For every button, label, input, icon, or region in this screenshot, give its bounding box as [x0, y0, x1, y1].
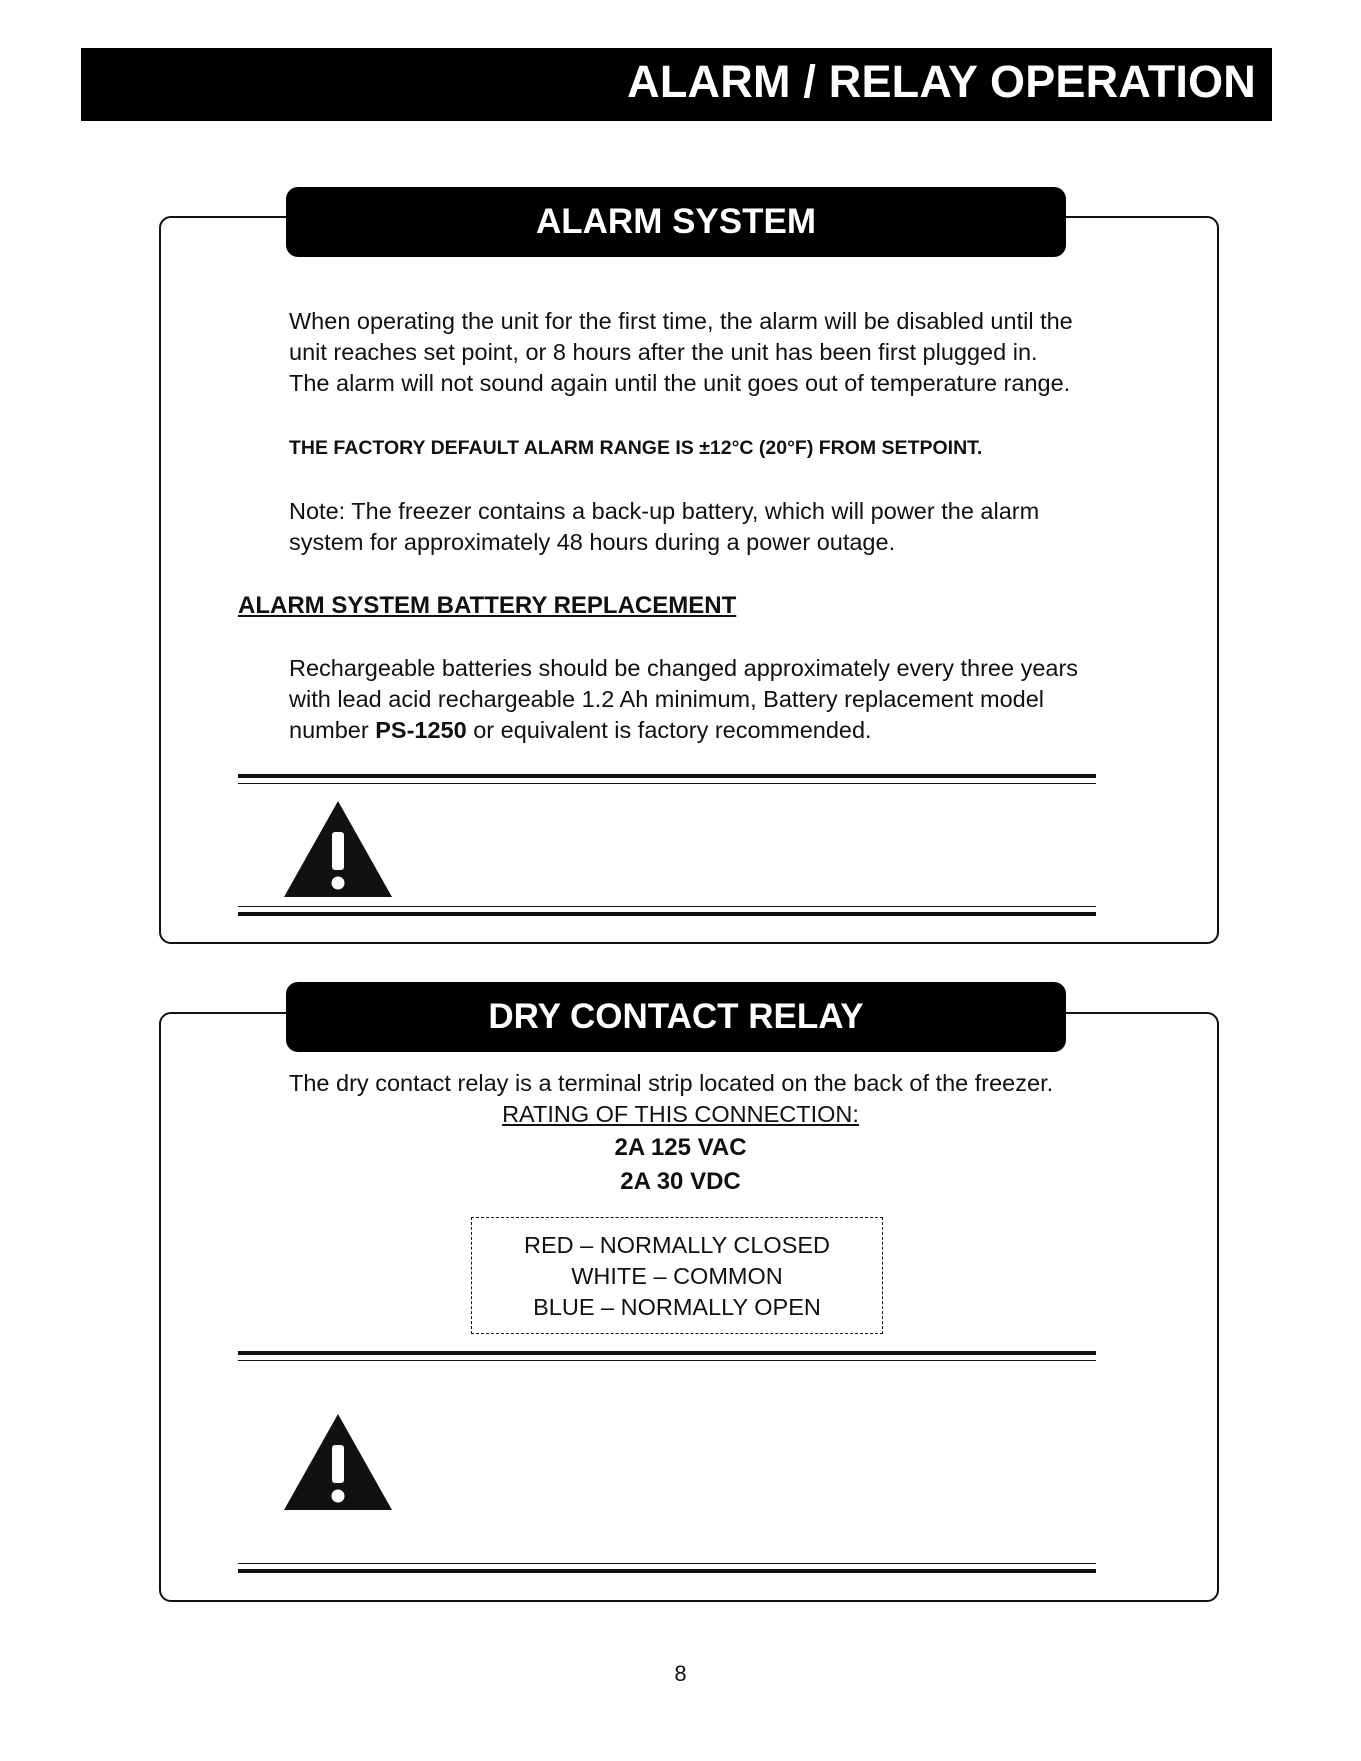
battery-note-line-2: system for approximately 48 hours during a power outage.: [289, 529, 896, 555]
rating-dc: 2A 30 VDC: [620, 1168, 741, 1195]
battery-model-number: PS-1250: [375, 717, 467, 743]
wiring-white: WHITE – COMMON: [571, 1263, 783, 1289]
wiring-red: RED – NORMALLY CLOSED: [523, 1232, 831, 1258]
rating-label: RATING OF THIS CONNECTION:: [502, 1101, 859, 1127]
battery-line-3-suffix: or equivalent is factory recommended.: [466, 717, 872, 743]
battery-replacement-heading: ALARM SYSTEM BATTERY REPLACEMENT: [238, 592, 737, 619]
default-alarm-range-note: THE FACTORY DEFAULT ALARM RANGE IS ±12°C (20°F) FROM SETPOINT.: [289, 437, 983, 459]
relay-intro: The dry contact relay is a terminal strip located on the back of the freezer.: [289, 1070, 1054, 1096]
dry-contact-relay-tab-title: DRY CONTACT RELAY: [286, 982, 1066, 1052]
alarm-system-tab-title: ALARM SYSTEM: [286, 187, 1066, 257]
page-number: 8: [674, 1661, 687, 1686]
rating-ac: 2A 125 VAC: [614, 1134, 747, 1161]
relay-warning-bottom-rule: [238, 1563, 1096, 1573]
battery-line-2: with lead acid rechargeable 1.2 Ah minimum, Battery replacement model: [289, 686, 1044, 712]
alarm-intro-line-2: unit reaches set point, or 8 hours after the unit has been first plugged in.: [289, 339, 1038, 365]
battery-line-3-prefix: number: [289, 717, 376, 743]
warning-triangle-icon: [282, 799, 394, 899]
page-header-bar: [81, 48, 1272, 121]
battery-line-3: [289, 715, 872, 746]
alarm-intro-line-1: When operating the unit for the first time, the alarm will be disabled until the: [289, 308, 1073, 334]
battery-line-1: Rechargeable batteries should be changed approximately every three years: [289, 655, 1079, 681]
wiring-blue: BLUE – NORMALLY OPEN: [533, 1294, 821, 1320]
alarm-intro-line-3: The alarm will not sound again until the unit goes out of temperature range.: [289, 370, 1071, 396]
relay-warning-top-rule: [238, 1351, 1096, 1361]
wiring-legend-box: [471, 1217, 883, 1334]
alarm-warning-bottom-rule: [238, 906, 1096, 916]
battery-note-line-1: Note: The freezer contains a back-up battery, which will power the alarm: [289, 498, 1040, 524]
warning-triangle-icon: [282, 1412, 394, 1512]
page-title: ALARM / RELAY OPERATION: [627, 56, 1256, 107]
alarm-warning-top-rule: [238, 774, 1096, 784]
